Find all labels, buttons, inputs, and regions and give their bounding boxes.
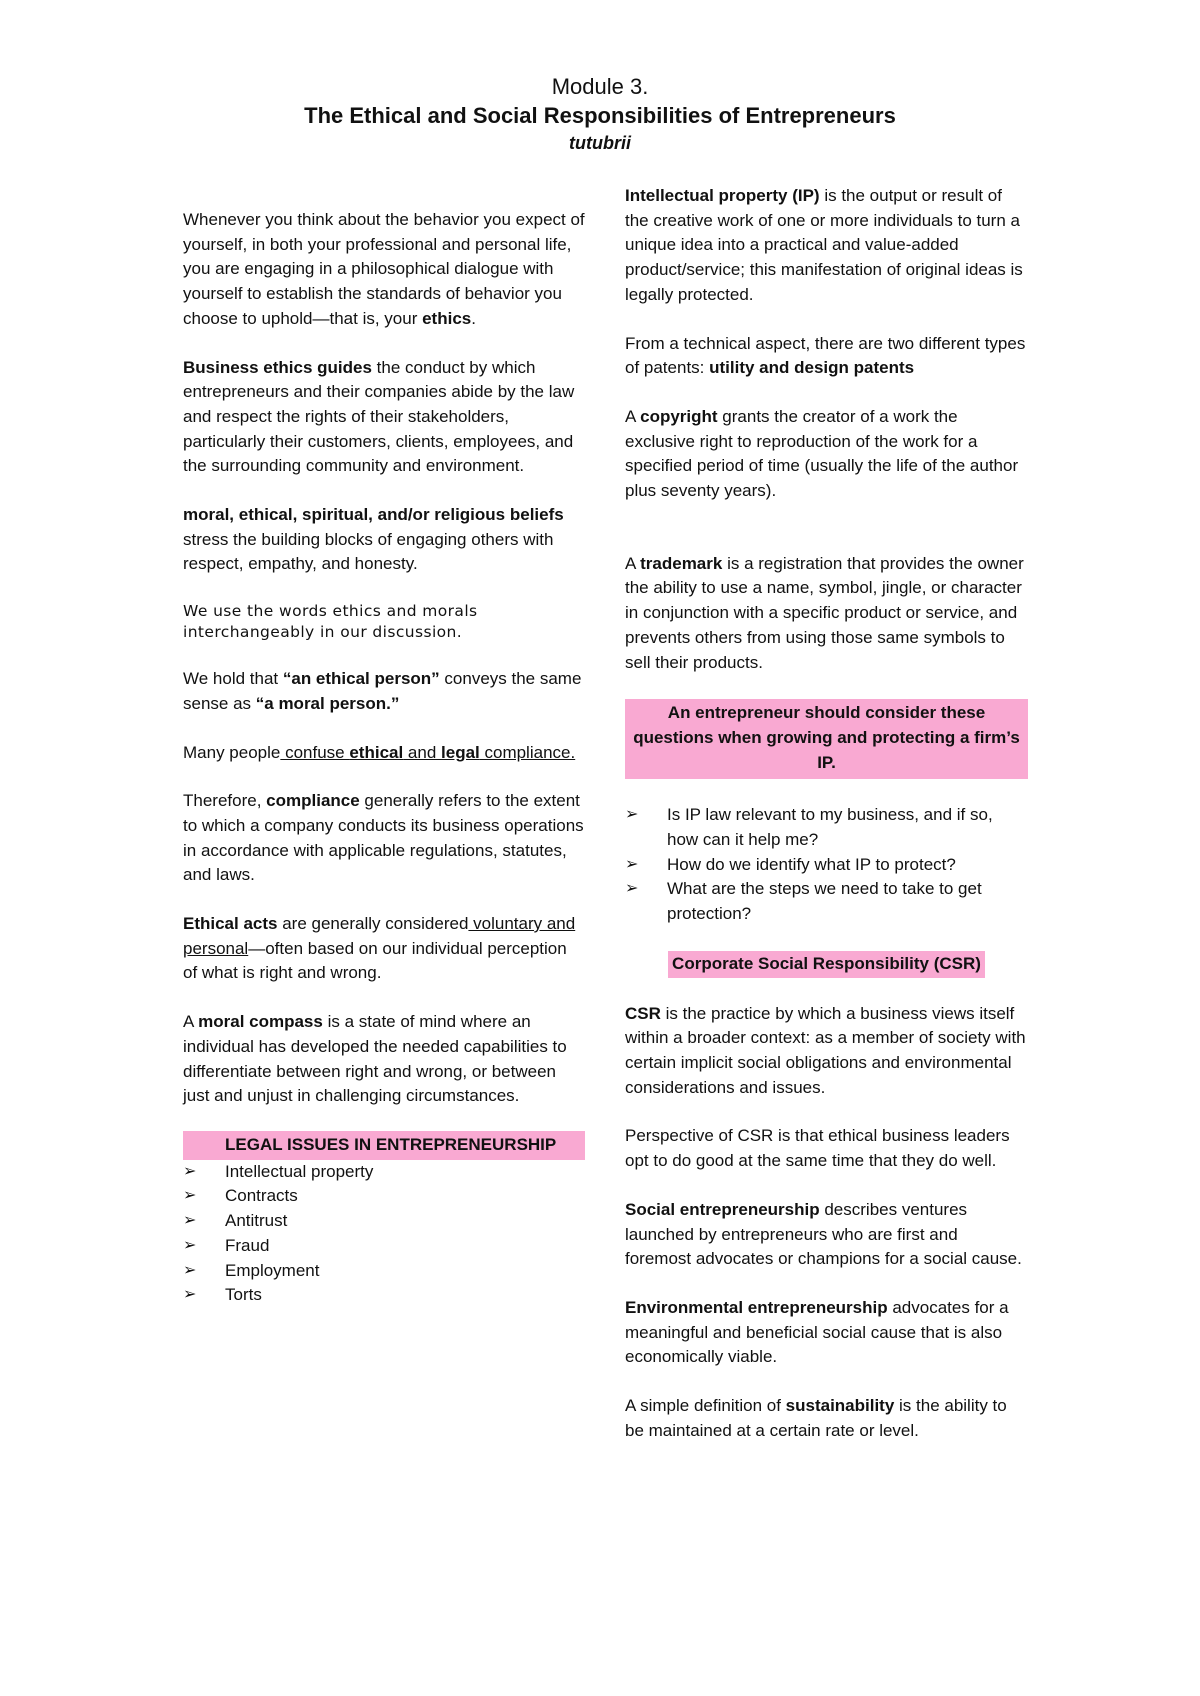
arrow-bullet-icon: ➢ [183, 1162, 197, 1180]
csr-heading: Corporate Social Responsibility (CSR) [668, 951, 985, 978]
paragraph-patents: From a technical aspect, there are two different types of patents: utility and design patents [625, 333, 1026, 378]
list-item: ➢ How do we identify what IP to protect? [625, 853, 1028, 878]
arrow-bullet-icon: ➢ [183, 1261, 197, 1279]
arrow-bullet-icon: ➢ [625, 880, 639, 898]
paragraph-trademark: A trademark is a registration that provides the owner the ability to use a name, symbol, jingle, or character in conjunction with a specific product or service, and prevents others from using those same symbols to sell their products. [625, 553, 1024, 672]
module-number: Module 3. [551, 74, 649, 99]
paragraph-ethics: Whenever you think about the behavior you expect of yourself, in both your professional and personal life, you are engaging in a philosophical dialogue with yourself to establish the standards of behavior you choose to uphold—that is, your ethics. [183, 210, 585, 328]
paragraph-social-entrepreneurship: Social entrepreneurship describes ventures launched by entrepreneurs who are first and foremost advocates or champions for a social cause. [625, 1199, 1022, 1269]
list-item: ➢ Antitrust [183, 1209, 585, 1234]
legal-issues-heading: LEGAL ISSUES IN ENTREPRENEURSHIP [183, 1131, 585, 1160]
paragraph-csr: CSR is the practice by which a business views itself within a broader context: as a member of society with certain implicit social obligations and environmental considerations and issues. [625, 1003, 1026, 1097]
list-item: ➢ Intellectual property [183, 1160, 585, 1185]
list-item: ➢ Contracts [183, 1184, 585, 1209]
list-item: ➢ What are the steps we need to take to get protection? [625, 879, 982, 924]
legal-issues-list [183, 1160, 585, 1308]
paragraph-ethical-person: We hold that “an ethical person” conveys the same sense as “a moral person.” [183, 669, 582, 713]
list-item: ➢ Fraud [183, 1234, 585, 1259]
paragraph-ethics-morals: We use the words ethics and morals interchangeably in our discussion. [183, 602, 478, 642]
right-column [625, 184, 1028, 1467]
list-item: ➢ Employment [183, 1259, 585, 1284]
arrow-bullet-icon: ➢ [183, 1212, 197, 1230]
paragraph-csr-perspective: Perspective of CSR is that ethical business leaders opt to do good at the same time that they do well. [625, 1126, 1010, 1171]
paragraph-compliance: Therefore, compliance generally refers to the extent to which a company conducts its business operations in accordance with applicable regulations, statutes, and laws. [183, 791, 584, 885]
paragraph-sustainability: A simple definition of sustainability is the ability to be maintained at a certain rate or level. [625, 1396, 1007, 1440]
left-column [183, 184, 585, 1332]
paragraph-copyright: A copyright grants the creator of a work the exclusive right to reproduction of the work for a specified period of time (usually the life of the author plus seventy years). [625, 406, 1019, 501]
arrow-bullet-icon: ➢ [625, 806, 639, 824]
arrow-bullet-icon: ➢ [183, 1286, 197, 1304]
paragraph-moral-compass: A moral compass is a state of mind where an individual has developed the needed capabilities to differentiate between right and wrong, or between just and unjust in challenging circumstances. [183, 1012, 567, 1106]
document-header [0, 72, 1200, 156]
arrow-bullet-icon: ➢ [625, 855, 639, 873]
paragraph-confuse-compliance: Many people confuse ethical and legal compliance. [183, 742, 576, 762]
arrow-bullet-icon: ➢ [183, 1187, 197, 1205]
author-name: tutubrii [569, 133, 631, 153]
paragraph-environmental-entrepreneurship: Environmental entrepreneurship advocates for a meaningful and beneficial social cause that is also economically viable. [625, 1297, 1009, 1367]
ip-questions-callout: An entrepreneur should consider these questions when growing and protecting a firm’s IP. [625, 699, 1028, 779]
arrow-bullet-icon: ➢ [183, 1236, 197, 1254]
paragraph-ethical-acts: Ethical acts are generally considered voluntary and personal—often based on our individual perception of what is right and wrong. [183, 914, 576, 983]
paragraph-ip: Intellectual property (IP) is the output or result of the creative work of one or more individuals to turn a unique idea into a practical and value-added product/service; this manifestation of original ideas is legally protected. [625, 186, 1023, 304]
document-title: The Ethical and Social Responsibilities of Entrepreneurs [304, 103, 896, 128]
ip-questions-list [625, 803, 1028, 927]
paragraph-beliefs: moral, ethical, spiritual, and/or religious beliefs stress the building blocks of engaging others with respect, empathy, and honesty. [183, 505, 564, 574]
list-item: ➢ Is IP law relevant to my business, and if so, how can it help me? [625, 805, 993, 850]
paragraph-business-ethics: Business ethics guides the conduct by which entrepreneurs and their companies abide by the law and respect the rights of their stakeholders, particularly their customers, clients, employees, and the surrounding community and environment. [183, 357, 575, 476]
list-item: ➢ Torts [183, 1283, 585, 1308]
